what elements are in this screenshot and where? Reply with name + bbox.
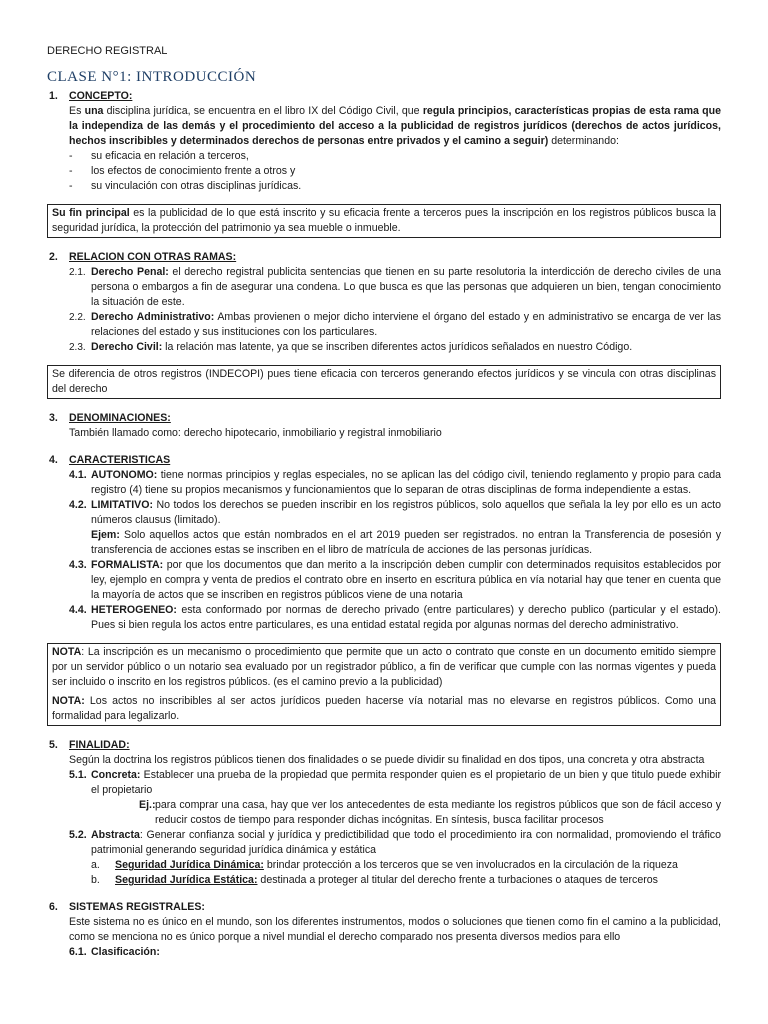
subitem-autonomo (47, 468, 721, 498)
note-1 (52, 645, 716, 690)
text-run: por que los documentos que dan merito a la inscripción deben cumplir con determinados requisitos establecidos por ley, ejemplo en compra y venta de predios el contrato obre en inserto en escritura pública en vía notarial hay que tener en cuenta que la mayoría de actos que se inscriben en registros públicos viene de una notaria (91, 559, 721, 601)
subitem-label: LIMITATIVO: (91, 499, 153, 511)
text-run: disciplina jurídica, se encuentra en el libro IX del Código Civil, que (103, 105, 423, 117)
subitem-heterogeneo (47, 603, 721, 633)
section-number: 3. (49, 412, 58, 424)
fin-principal-box (47, 204, 721, 238)
note-label: NOTA: (52, 695, 85, 707)
subitem-label: FORMALISTA: (91, 559, 164, 571)
text-run: destinada a proteger al titular del derecho frente a turbaciones o ataques de terceros (257, 874, 658, 886)
subitem-label: Clasificación: (91, 946, 160, 958)
section-number: 1. (49, 90, 58, 102)
text-run: es la publicidad de lo que está inscrito y su eficacia frente a terceros pues la inscripción en los registros públicos busca la seguridad jurídica, la protección del patrimonio ya sea mueble o inmueble. (52, 207, 717, 234)
document-title: DERECHO REGISTRAL (47, 45, 168, 57)
list-item: - su eficacia en relación a terceros, (47, 149, 721, 164)
subitem-number: 4.3. (69, 559, 87, 571)
list-item: - los efectos de conocimiento frente a otros y (47, 164, 721, 179)
text-run: No todos los derechos se pueden inscribir en los registros públicos, solo aquellos que señala la ley por ello es un acto números clausus (limitado). (91, 499, 721, 526)
example-label: Ej.: (139, 799, 156, 811)
subitem-number: 4.4. (69, 604, 87, 616)
subitem-label: Seguridad Jurídica Dinámica: (115, 859, 264, 871)
text-run: la relación mas latente, ya que se inscriben diferentes actos jurídicos señalados en nuestro Código. (162, 341, 633, 353)
section-title: CARACTERISTICAS (69, 454, 171, 466)
subitem-concreta (47, 768, 721, 798)
class-title: CLASE N°1: INTRODUCCIÓN (47, 69, 257, 85)
limitativo-example (47, 528, 721, 558)
subitem-number: 2.3. (69, 342, 86, 353)
section-title: FINALIDAD: (69, 739, 130, 751)
subitem-number: 5.1. (69, 769, 87, 781)
subitem-number: 4.1. (69, 469, 87, 481)
section-relacion (47, 250, 721, 265)
section-title: CONCEPTO: (69, 90, 133, 102)
section-finalidad (47, 738, 721, 753)
note-2 (52, 694, 716, 724)
text-run: tiene normas principios y reglas especiales, no se aplican las del código civil, teniendo reglamento y propio para cada registro (4) tiene su propios mecanismos y funcionamientos que lo separan de otras disciplinas de forma independiente a estas. (91, 469, 721, 496)
denominaciones-text: También llamado como: derecho hipotecario, inmobiliario y registral inmobiliario (69, 427, 442, 439)
finalidad-intro: Según la doctrina los registros públicos tienen dos finalidades o se puede dividir su finalidad en dos tipos, una concreta y otra abstracta (69, 754, 705, 766)
subitem-formalista (47, 558, 721, 603)
text-run: Ambas provienen o mejor dicho interviene el órgano del estado y en administrativo se encarga de ver las relaciones del estado y sus instituciones con los particulares. (91, 311, 721, 338)
text-run: Establecer una prueba de la propiedad que permita responder quien es el propietario de un bien y que titulo puede exhibir el propietario (91, 769, 721, 796)
list-letter: a. (91, 859, 100, 871)
subitem-penal (47, 265, 721, 310)
subitem-label: Concreta: (91, 769, 141, 781)
subitem-label: Abstracta (91, 829, 140, 841)
concepto-paragraph (47, 104, 721, 149)
section-concepto (47, 89, 721, 104)
list-letter: b. (91, 874, 100, 886)
section-number: 4. (49, 454, 58, 466)
subitem-label: Seguridad Jurídica Estática: (115, 874, 258, 886)
subitem-number: 2.2. (69, 312, 86, 323)
section-number: 6. (49, 901, 58, 913)
subitem-label: Derecho Civil: (91, 341, 163, 353)
subitem-clasificacion (47, 945, 721, 960)
subitem-number: 6.1. (69, 946, 87, 958)
concreta-example (47, 798, 721, 828)
text-run: Los actos no inscribibles al ser actos jurídicos pueden hacerse vía notarial mas no elevarse en registros públicos. Como una formalidad para legalizarlo. (52, 695, 716, 722)
section-title: DENOMINACIONES: (69, 412, 171, 424)
text-run: el derecho registral publicita sentencias que tienen en su parte resolutoria la interdicción de derecho civiles de una persona o embargos a fin de asegurar una condena. Lo que busca es que las personas que adquieren un bien, tengan conocimiento la situación de este. (91, 266, 721, 308)
sistemas-text: Este sistema no es único en el mundo, son los diferentes instrumentos, modos o soluciones que tienen como fin el camino a la publicidad, como se menciona no es único porque a nivel mundial el derecho comparado nos presenta diversos medios para ello (69, 916, 721, 943)
subitem-number: 5.2. (69, 829, 87, 841)
section-sistemas (47, 900, 721, 915)
example-label: Ejem: (91, 529, 120, 541)
subitem-label: HETEROGENEO: (91, 604, 177, 616)
subitem-abstracta (47, 828, 721, 858)
text-run: Solo aquellos actos que están nombrados en el art 2019 pueden ser registrados. no entran la Transferencia de posesión y transferencia de acciones estas se inscriben en el libro de matrícula de acciones de las personas jurídicas. (91, 529, 721, 556)
text-run: brindar protección a los terceros que se ven involucrados en la circulación de la riqueza (263, 859, 678, 871)
text-run-bold: regula principios, características propias de esta rama que la independiza de las demás y el procedimiento del acceso a la publicidad de registros jurídicos (derechos de actos jurídicos, hechos inscribibles y determinados derechos de personas entre privados y el camino a seguir) (69, 105, 721, 147)
section-title: RELACION CON OTRAS RAMAS: (69, 251, 237, 263)
text-run: : Generar confianza social y jurídica y predictibilidad que todo el procedimiento ira con normalidad, promoviendo el tráfico patrimonial generando seguridad jurídica dinámica y estática (91, 829, 721, 856)
text-run-bold: una (84, 105, 104, 117)
subitem-civil (47, 340, 721, 355)
section-denominaciones (47, 411, 721, 426)
subitem-limitativo (47, 498, 721, 528)
subitem-administrativo (47, 310, 721, 340)
section-caracteristicas (47, 453, 721, 468)
text-run: determinando: (548, 135, 619, 147)
text-run: esta conformado por normas de derecho privado (entre particulares) y derecho publico (particular y el estado). Pues si bien regula los actos entre particulares, es una entidad estatal regida por algunas normas del derecho administrativo. (91, 604, 721, 631)
subitem-dinamica (47, 858, 721, 873)
text-run: para comprar una casa, hay que ver los antecedentes de esta mediante los registros públicos que son de fácil acceso y reducir costos de tiempo para responder dichas incógnitas. En síntesis, busca facilitar procesos (155, 799, 721, 826)
subitem-estatica (47, 873, 721, 888)
section-title: SISTEMAS REGISTRALES: (69, 901, 205, 913)
subitem-number: 4.2. (69, 499, 87, 511)
section-number: 2. (49, 251, 58, 263)
text-run: : La inscripción es un mecanismo o procedimiento que permite que un acto o contrato que conste en un documento emitido siempre por un servidor público o un notario sea evaluado por un registrador público, a fin de verificar que cumple con las normas vigentes y pueda ser incluido o inscrito en los registros públicos. (es el camino previo a la publicidad) (52, 646, 716, 688)
subitem-label: Derecho Administrativo: (91, 311, 215, 323)
notes-box (47, 643, 721, 726)
list-item: - su vinculación con otras disciplinas jurídicas. (47, 179, 721, 194)
note-label: NOTA (52, 646, 82, 658)
subitem-label: AUTONOMO: (91, 469, 158, 481)
diferencia-box: Se diferencia de otros registros (INDECOPI) pues tiene eficacia con terceros generando efectos jurídicos y se vincula con otras disciplinas del derecho (47, 365, 721, 399)
text-run: Es (69, 105, 85, 117)
subitem-label: Derecho Penal: (91, 266, 169, 278)
section-number: 5. (49, 739, 58, 751)
text-run-bold: Su fin principal (52, 207, 130, 219)
subitem-number: 2.1. (69, 267, 86, 278)
